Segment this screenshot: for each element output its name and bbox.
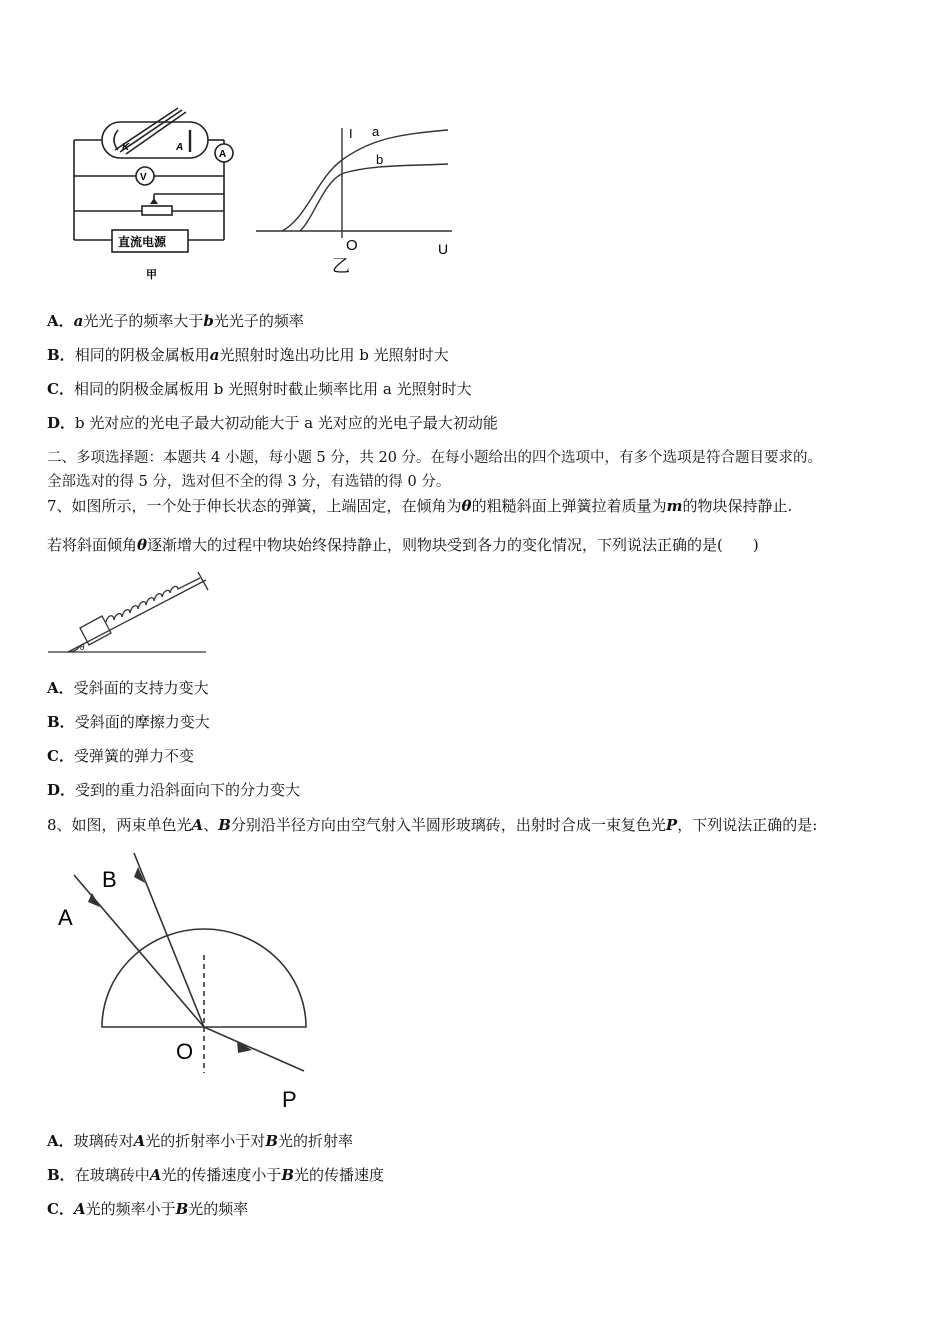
ray-b [134,853,204,1027]
semicircle-glass-figure [52,845,332,1117]
q6-option-a: A．a光光子的频率大于b光光子的频率 [47,312,304,330]
curve-b-label: b [376,152,384,167]
power-supply-label: 直流电源 [118,235,167,249]
curve-a-label: a [372,124,380,139]
q8-option-b: B．在玻璃砖中A光的传播速度小于B光的传播速度 [47,1166,385,1184]
q7-option-a: A．受斜面的支持力变大 [47,679,209,697]
section-2-instructions-line1: 二、多项选择题：本题共 4 小题，每小题 5 分，共 20 分。在每小题给出的四个选项中，有多个选项是符合题目要求的。 [47,450,823,466]
q6-option-c: C．相同的阴极金属板用 b 光照射时截止频率比用 a 光照射时大 [47,380,472,398]
q8-stem: 8、如图，两束单色光A、B分别沿半径方向由空气射入半圆形玻璃砖，出射时合成一束复色光P，下列说法正确的是: [47,816,818,834]
q7-option-c: C．受弹簧的弹力不变 [47,747,194,765]
curve-a [282,130,448,231]
y-axis-label: I [349,126,353,141]
curve-b [300,164,448,231]
q8-option-c: C．A光的频率小于B光的频率 [47,1200,249,1218]
circuit-diagram [60,100,240,290]
q6-option-b: B．相同的阴极金属板用a光照射时逸出功比用 b 光照射时大 [47,346,449,364]
cathode [114,130,118,150]
incline-spring-figure [46,564,212,656]
voltmeter-label: V [140,172,147,183]
q8-option-a: A．玻璃砖对A光的折射率小于对B光的折射率 [47,1132,354,1150]
ray-a-arrow [88,893,100,907]
x-axis-label: U [438,241,449,257]
spring [106,578,200,622]
q7-stem-line2: 若将斜面倾角θ逐渐增大的过程中物块始终保持静止，则物块受到各力的变化情况，下列说法正确的是( ) [47,536,759,554]
label-o: O [176,1039,194,1064]
iu-graph [252,118,462,278]
label-b: B [102,867,117,892]
origin-label: O [346,237,358,254]
q7-stem-line1: 7、如图所示，一个处于伸长状态的弹簧，上端固定，在倾角为θ的粗糙斜面上弹簧拉着质量为m的物块保持静止. [47,497,793,515]
label-k: K [122,142,130,153]
label-a: A [58,905,73,930]
figure-caption-yi: 乙 [332,256,350,276]
ray-p [204,1027,304,1071]
q7-option-d: D．受到的重力沿斜面向下的分力变大 [47,781,301,799]
section-2-instructions-line2: 全部选对的得 5 分，选对但不全的得 3 分，有选错的得 0 分。 [47,474,451,490]
figure-caption-jia: 甲 [146,269,157,281]
label-p: P [282,1087,297,1112]
ammeter-label: A [219,149,227,160]
rheostat [142,206,172,215]
incline-surface [68,580,206,652]
q7-option-b: B．受斜面的摩擦力变大 [47,713,210,731]
label-a: A [176,142,184,153]
angle-theta-label: θ [80,643,85,652]
q6-option-d: D．b 光对应的光电子最大初动能大于 a 光对应的光电子最大初动能 [47,414,498,432]
